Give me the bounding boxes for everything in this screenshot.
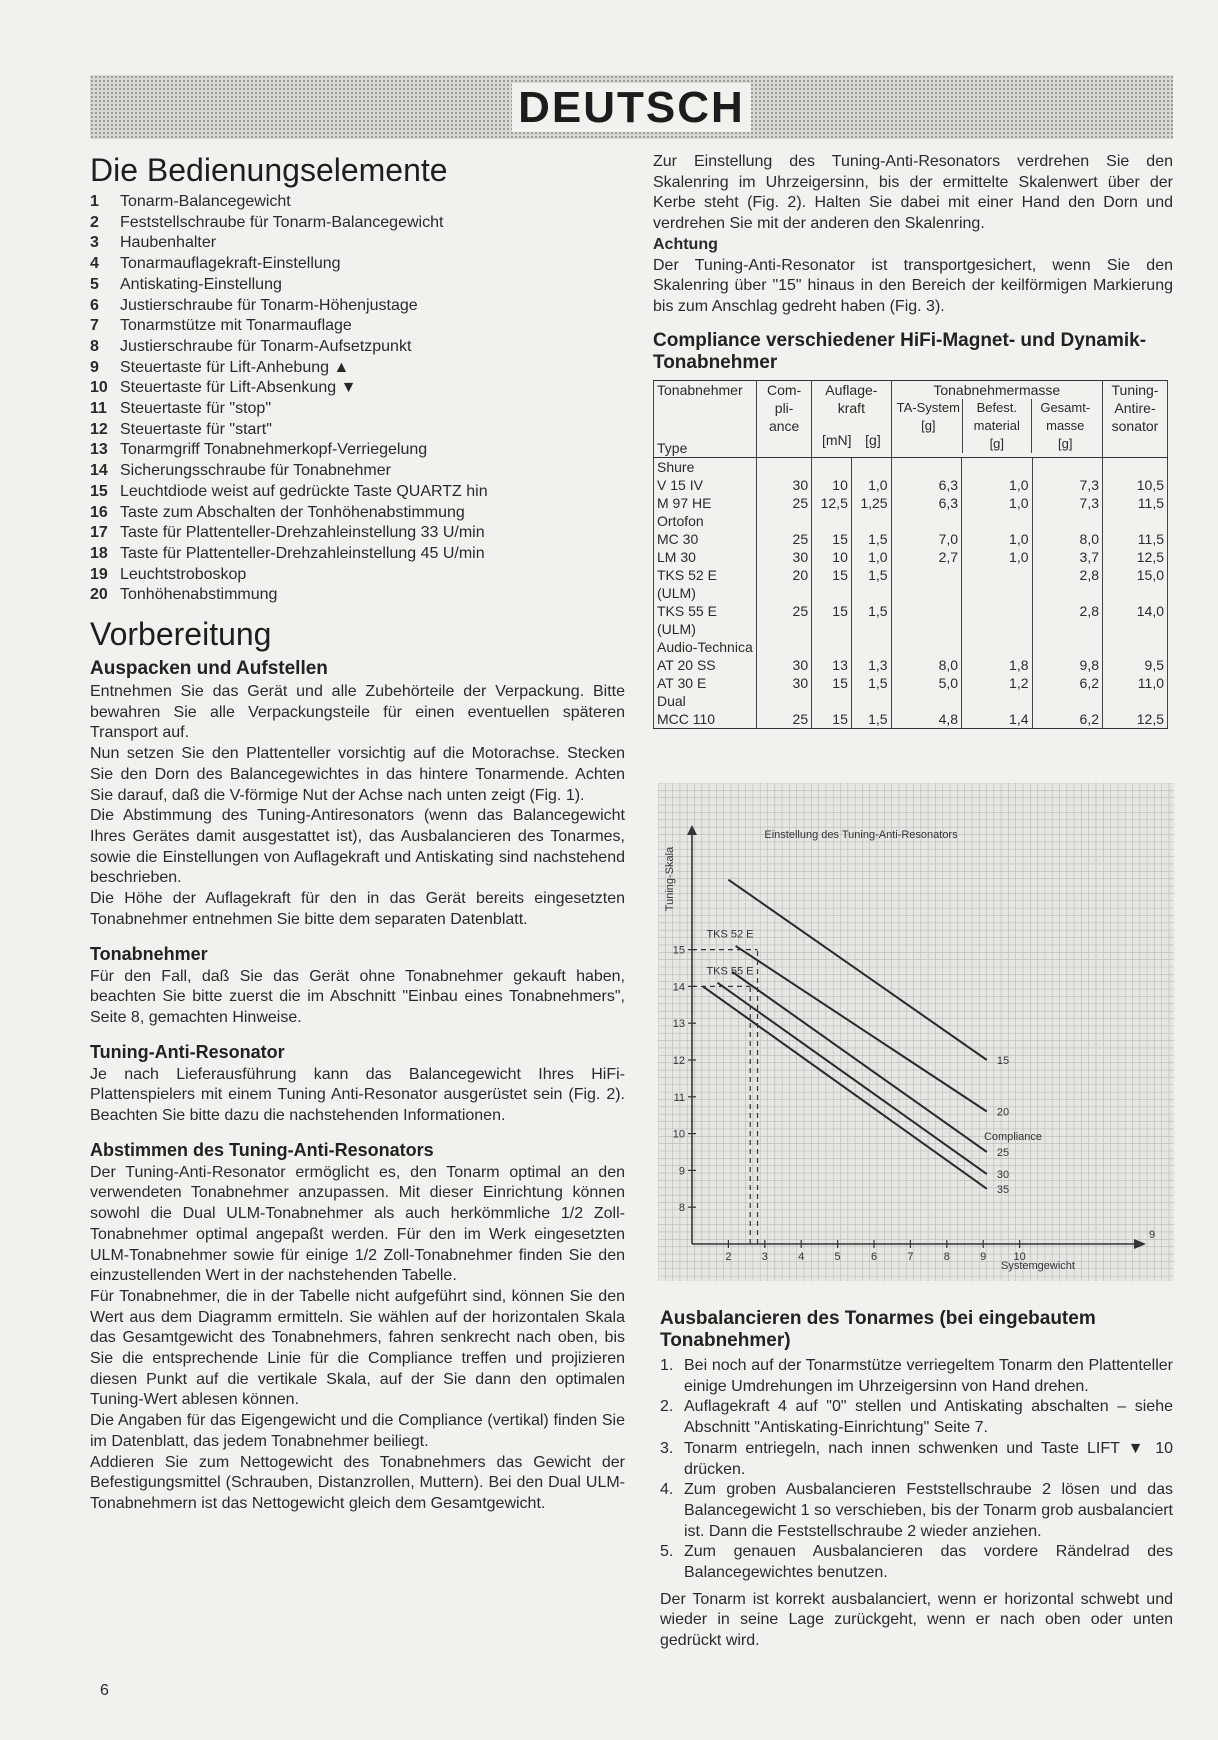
cell-ta: 6,3 <box>891 476 961 494</box>
x-axis-end-label: 9 <box>1148 1229 1156 1241</box>
col-header-tonabnehmer: Tonabnehmer <box>657 381 743 398</box>
control-item <box>90 213 625 234</box>
compliance-series-label: 15 <box>996 1055 1010 1067</box>
control-number: 19 <box>90 565 108 583</box>
cell-ges: 8,0 <box>1032 530 1103 548</box>
subheading-ausbalancieren: Ausbalancieren des Tonarmes (bei eingebautem Tonabnehmer) <box>660 1308 1096 1351</box>
cell-c: 25 <box>757 494 812 512</box>
step-text: Bei noch auf der Tonarmstütze verriegeltem Tonarm den Plattenteller einige Umdrehungen im Uhrzeigersinn von Hand drehen. <box>684 1357 1173 1395</box>
step-number: 4. <box>660 1481 674 1499</box>
cell-ges: 6,2 <box>1032 710 1103 729</box>
table-row <box>654 548 1168 566</box>
control-label: Taste für Plattenteller-Drehzahleinstellung 33 U/min <box>120 524 485 542</box>
cell-ta: 4,8 <box>891 710 961 729</box>
cell-bef: 1,0 <box>962 530 1032 548</box>
paragraph-abstimmen-2: Für Tonabnehmer, die in der Tabelle nicht aufgeführt sind, können Sie den Wert aus dem Diagramm ermitteln. Sie wählen auf der horizontalen Skala das Gesamtgewicht des Tonabnehmers, fahren senkrecht nach oben, bis Sie die entsprechende Linie für die Compliance treffen und projizieren diesen Punkt auf die vertikale Skala, auf der Sie dann den optimalen Tuning-Wert ablesen können. <box>90 1287 625 1409</box>
paragraph-abstimmen-4: Addieren Sie zum Nettogewicht des Tonabnehmers das Gewicht der Befestigungsmittel (Schrauben, Distanzrollen, Muttern). Bei den Dual ULM-Tonabnehmern ist das Nettogewicht gleich dem Gesamtgewicht. <box>90 1453 625 1512</box>
y-tick-label: 8 <box>678 1202 685 1215</box>
paragraph-skalenring: Zur Einstellung des Tuning-Anti-Resonators verdrehen Sie den Skalenring im Uhrzeigersinn, bis der ermittelte Skalenwert über der Kerbe steht (Fig. 2). Halten Sie dabei mit einer Hand den Dorn und verdrehen Sie mit der anderen den Skalenring. <box>653 153 1173 233</box>
control-number: 2 <box>90 213 99 231</box>
unit-g: [g] <box>921 417 936 433</box>
control-number: 18 <box>90 544 108 562</box>
control-number: 11 <box>90 400 107 418</box>
cell-mn: 10 <box>812 548 852 566</box>
cell-g: 1,25 <box>851 494 891 512</box>
cell-c: 20 <box>757 566 812 602</box>
cell-g: 1,5 <box>851 674 891 692</box>
control-item <box>90 544 625 565</box>
language-banner <box>90 75 1173 139</box>
y-tick-label: 9 <box>678 1165 685 1178</box>
control-label: Sicherungsschraube für Tonabnehmer <box>120 462 391 480</box>
step-item <box>660 1480 1173 1542</box>
unit-g: [g] <box>1058 435 1073 451</box>
controls-list <box>90 192 625 606</box>
step-number: 3. <box>660 1439 674 1457</box>
cell-tun: 11,5 <box>1103 494 1168 512</box>
table-brand: Audio-Technica <box>654 638 757 656</box>
cell-type: AT 20 SS <box>654 656 757 674</box>
control-item <box>90 565 625 586</box>
y-tick-label: 14 <box>672 981 685 994</box>
y-tick-label: 12 <box>672 1055 685 1067</box>
x-tick-label: 5 <box>834 1251 841 1263</box>
control-item <box>90 378 625 399</box>
cell-ges: 2,8 <box>1032 602 1103 638</box>
cell-c: 30 <box>757 476 812 494</box>
cell-bef: 1,0 <box>962 548 1032 566</box>
cell-g: 1,3 <box>851 656 891 674</box>
cell-tun: 15,0 <box>1103 566 1168 602</box>
table-group-row <box>654 457 1168 476</box>
cell-ges: 7,3 <box>1032 494 1103 512</box>
annotation-label: TKS 55 E <box>706 965 754 978</box>
cell-type: TKS 52 E (ULM) <box>654 566 757 602</box>
compliance-series-label: 30 <box>996 1169 1010 1182</box>
table-row <box>654 674 1168 692</box>
control-number: 3 <box>90 234 99 252</box>
control-label: Justierschraube für Tonarm-Aufsetzpunkt <box>120 337 412 355</box>
cell-g: 1,5 <box>851 602 891 638</box>
control-label: Taste für Plattenteller-Drehzahleinstellung 45 U/min <box>120 544 485 562</box>
control-label: Tonarmstütze mit Tonarmauflage <box>120 317 352 335</box>
cell-c: 25 <box>757 530 812 548</box>
paragraph-ausbalanciert: Der Tonarm ist korrekt ausbalanciert, wenn er horizontal schwebt und wieder in seine Lage zurückgeht, wenn er nach oben oder unten gedrückt wird. <box>660 1590 1173 1650</box>
col-header-befestigung: Befest. material <box>973 399 1020 433</box>
paragraph-abstimmen-3: Die Angaben für das Eigengewicht und die Compliance (vertikal) finden Sie im Datenblatt, das jedem Tonabnehmer beiliegt. <box>90 1412 625 1450</box>
control-item <box>90 523 625 544</box>
table-group-row <box>654 638 1168 656</box>
cell-type: MC 30 <box>654 530 757 548</box>
cell-type: LM 30 <box>654 548 757 566</box>
table-row <box>654 566 1168 602</box>
chart-title: Einstellung des Tuning-Anti-Resonators <box>764 829 958 841</box>
control-number: 20 <box>90 586 108 604</box>
right-column <box>653 152 1173 729</box>
step-number: 2. <box>660 1398 674 1416</box>
cell-bef: 1,4 <box>962 710 1032 729</box>
control-number: 16 <box>90 503 108 521</box>
cell-c: 25 <box>757 602 812 638</box>
cell-tun: 11,5 <box>1103 530 1168 548</box>
cell-mn: 15 <box>812 710 852 729</box>
paragraph-tonabnehmer: Für den Fall, daß Sie das Gerät ohne Tonabnehmer gekauft haben, beachten Sie bitte zuerst die im Abschnitt "Einbau eines Tonabnehmers", Seite 8, gemachten Hinweise. <box>90 967 625 1026</box>
control-label: Leuchtdiode weist auf gedrückte Taste QUARTZ hin <box>120 482 488 500</box>
control-item <box>90 420 625 441</box>
col-header-compliance: Com-pli-ance <box>767 381 802 434</box>
table-row <box>654 476 1168 494</box>
step-number: 5. <box>660 1543 674 1561</box>
control-label: Leuchtstroboskop <box>120 565 247 583</box>
cell-ta: 5,0 <box>891 674 961 692</box>
cell-tun: 9,5 <box>1103 656 1168 674</box>
cell-tun: 11,0 <box>1103 674 1168 692</box>
cell-bef: 1,0 <box>962 494 1032 512</box>
cell-c: 30 <box>757 656 812 674</box>
cell-g: 1,0 <box>851 548 891 566</box>
cell-c: 30 <box>757 548 812 566</box>
paragraph-auspacken: Entnehmen Sie das Gerät und alle Zubehörteile der Verpackung. Bitte bewahren Sie alle Verpackungsteile für einen eventuellen späteren Transport auf. <box>90 683 625 742</box>
cell-ta: 7,0 <box>891 530 961 548</box>
cell-mn: 15 <box>812 674 852 692</box>
control-number: 5 <box>90 275 99 293</box>
control-number: 15 <box>90 482 108 500</box>
left-column <box>90 152 625 1515</box>
y-tick-label: 11 <box>673 1091 685 1104</box>
cell-ta <box>891 602 961 638</box>
cell-ges: 9,8 <box>1032 656 1103 674</box>
paragraph-tuning-anti-resonator: Je nach Lieferausführung kann das Balancegewicht Ihres HiFi-Plattenspielers mit einem Tuning Anti-Resonator ausgerüstet sein (Fig. 2). Beachten Sie bitte dazu die nachstehenden Informationen. <box>90 1065 625 1125</box>
control-label: Haubenhalter <box>120 234 217 252</box>
control-number: 10 <box>90 379 108 397</box>
control-item <box>90 482 625 503</box>
cell-mn: 15 <box>812 530 852 548</box>
x-tick-label: 9 <box>980 1251 987 1263</box>
control-item <box>90 233 625 254</box>
paragraph-plattenteller: Nun setzen Sie den Plattenteller vorsichtig auf die Motorachse. Stecken Sie den Dorn des Balancegewichtes in das hintere Tonarmende. Achten Sie darauf, daß die V-förmige Nut der Achse nach unten zeigt (Fig. 1). <box>90 745 625 804</box>
x-tick-label: 2 <box>725 1251 732 1263</box>
step-text: Zum groben Ausbalancieren Feststellschraube 2 lösen und das Balancegewicht 1 so verschieben, bis der Tonarm grob ausbalanciert ist. Dann die Feststellschraube 2 wieder anziehen. <box>684 1481 1173 1540</box>
subheading-auspacken: Auspacken und Aufstellen <box>90 658 328 680</box>
col-header-tonabnehmermasse: Tonabnehmermasse <box>933 381 1061 398</box>
y-tick-label: 15 <box>672 944 685 957</box>
control-item <box>90 296 625 317</box>
cell-bef <box>962 566 1032 602</box>
control-number: 12 <box>90 420 108 438</box>
steps-list <box>660 1356 1173 1584</box>
cell-bef <box>962 602 1032 638</box>
cell-ta: 2,7 <box>891 548 961 566</box>
cell-ges: 6,2 <box>1032 674 1103 692</box>
cell-bef: 1,2 <box>962 674 1032 692</box>
cell-type: AT 30 E <box>654 674 757 692</box>
control-item <box>90 461 625 482</box>
table-row <box>654 494 1168 512</box>
cell-g: 1,0 <box>851 476 891 494</box>
subheading-tuning-anti-resonator: Tuning-Anti-Resonator <box>90 1041 285 1062</box>
step-text: Zum genauen Ausbalancieren das vordere Rändelrad des Balancegewichtes benutzen. <box>684 1543 1173 1582</box>
cell-type: V 15 IV <box>654 476 757 494</box>
control-label: Steuertaste für "start" <box>120 420 272 438</box>
table-brand: Ortofon <box>654 512 757 530</box>
control-item <box>90 585 625 606</box>
cell-ta: 6,3 <box>891 494 961 512</box>
table-brand: Dual <box>654 692 757 710</box>
x-tick-label: 3 <box>761 1251 768 1263</box>
cell-ges: 2,8 <box>1032 566 1103 602</box>
cell-tun: 12,5 <box>1103 710 1168 729</box>
step-item <box>660 1397 1173 1438</box>
section-heading-vorbereitung: Vorbereitung <box>90 616 272 653</box>
unit-g: [g] <box>989 435 1005 451</box>
paragraph-achtung: Der Tuning-Anti-Resonator ist transportgesichert, wenn Sie den Skalenring über "15" hinaus in den Bereich der keilförmigen Markierung bis zum Anschlag gedreht haben (Fig. 3). <box>653 256 1173 315</box>
controls-heading: Die Bedienungselemente <box>90 152 448 188</box>
control-item <box>90 316 625 337</box>
tuning-chart <box>658 783 1174 1281</box>
banner-title: DEUTSCH <box>512 83 751 132</box>
step-item <box>660 1356 1173 1397</box>
x-tick-label: 6 <box>870 1251 878 1263</box>
table-row <box>654 710 1168 729</box>
cell-g: 1,5 <box>851 530 891 548</box>
step-text: Auflagekraft 4 auf "0" stellen und Antiskating abschalten – siehe Abschnitt "Antiskating-Einrichtung" Seite 7. <box>684 1398 1173 1437</box>
control-number: 8 <box>90 337 99 355</box>
cell-g: 1,5 <box>851 566 891 602</box>
cell-mn: 13 <box>812 656 852 674</box>
control-item <box>90 254 625 275</box>
x-axis-label: Systemgewicht <box>1001 1260 1075 1272</box>
control-item <box>90 275 625 296</box>
y-axis-label: Tuning-Skala <box>664 846 676 912</box>
control-number: 17 <box>90 524 108 542</box>
col-header-tuning: Tuning-Antire-sonator <box>1111 381 1159 434</box>
control-item <box>90 440 625 461</box>
control-number: 13 <box>90 441 108 459</box>
control-label: Tonarmgriff Tonabnehmerkopf-Verriegelung <box>120 441 428 459</box>
step-item <box>660 1542 1173 1583</box>
paragraph-abstimmung: Die Abstimmung des Tuning-Antiresonators (wenn das Balancegewicht Ihres Gerätes damit ausgestattet ist), das Ausbalancieren des Tonarmes, sowie die Einstellungen von Auflagekraft und Antiskating sind nachstehend beschrieben. <box>90 807 625 887</box>
cell-mn: 10 <box>812 476 852 494</box>
cell-ta <box>891 566 961 602</box>
cell-tun: 10,5 <box>1103 476 1168 494</box>
cell-bef: 1,8 <box>962 656 1032 674</box>
control-number: 9 <box>90 358 99 376</box>
table-brand: Shure <box>654 457 757 476</box>
col-header-gesamtmasse: Gesamt-masse <box>1040 399 1091 433</box>
col-header-ta-system: TA-System <box>896 399 960 415</box>
annotation-label: TKS 52 E <box>706 928 754 941</box>
cell-ges: 3,7 <box>1032 548 1103 566</box>
subheading-tonabnehmer: Tonabnehmer <box>90 943 208 964</box>
unit-mn: [mN] <box>821 431 852 448</box>
table-row <box>654 602 1168 638</box>
control-label: Steuertaste für Lift-Absenkung ▼ <box>120 379 357 397</box>
control-label: Steuertaste für Lift-Anhebung ▲ <box>120 358 350 376</box>
cell-mn: 15 <box>812 602 852 638</box>
col-header-auflagekraft: Auflage-kraft <box>825 381 878 416</box>
x-tick-label: 10 <box>1013 1251 1026 1263</box>
unit-g: [g] <box>865 431 881 448</box>
control-label: Taste zum Abschalten der Tonhöhenabstimmung <box>120 503 465 521</box>
control-number: 4 <box>90 255 99 273</box>
compliance-series-label: 20 <box>996 1106 1010 1119</box>
cell-ges: 7,3 <box>1032 476 1103 494</box>
cell-tun: 12,5 <box>1103 548 1168 566</box>
cell-type: MCC 110 <box>654 710 757 729</box>
cell-type: TKS 55 E (ULM) <box>654 602 757 638</box>
control-label: Justierschraube für Tonarm-Höhenjustage <box>120 296 418 314</box>
control-number: 1 <box>90 193 99 210</box>
table-group-row <box>654 692 1168 710</box>
step-item <box>660 1439 1173 1480</box>
x-tick-label: 8 <box>943 1251 950 1263</box>
achtung-heading: Achtung <box>653 235 718 253</box>
control-label: Steuertaste für "stop" <box>120 400 271 418</box>
control-number: 7 <box>90 317 99 335</box>
y-tick-label: 10 <box>672 1128 685 1141</box>
subheading-abstimmen: Abstimmen des Tuning-Anti-Resonators <box>90 1139 434 1160</box>
control-item <box>90 399 625 420</box>
table-row <box>654 530 1168 548</box>
control-label: Antiskating-Einstellung <box>120 275 282 293</box>
col-header-type: Type <box>657 439 688 456</box>
cell-ta: 8,0 <box>891 656 961 674</box>
control-item <box>90 503 625 524</box>
cell-mn: 12,5 <box>812 494 852 512</box>
table-title: Compliance verschiedener HiFi-Magnet- und Dynamik-Tonabnehmer <box>653 329 1147 373</box>
chart-background <box>658 783 1174 1281</box>
x-tick-label: 7 <box>907 1251 914 1263</box>
x-tick-label: 4 <box>798 1251 805 1263</box>
y-tick-label: 13 <box>672 1018 685 1031</box>
cell-tun: 14,0 <box>1103 602 1168 638</box>
table-group-row <box>654 512 1168 530</box>
table-row <box>654 656 1168 674</box>
step-number: 1. <box>660 1357 674 1374</box>
cell-mn: 15 <box>812 566 852 602</box>
compliance-series-label: 35 <box>996 1183 1010 1196</box>
compliance-label: Compliance <box>983 1131 1043 1143</box>
control-number: 6 <box>90 296 99 314</box>
control-item <box>90 358 625 379</box>
cell-g: 1,5 <box>851 710 891 729</box>
cell-c: 30 <box>757 674 812 692</box>
step-text: Tonarm entriegeln, nach innen schwenken und Taste LIFT ▼ 10 drücken. <box>684 1439 1173 1478</box>
cell-bef: 1,0 <box>962 476 1032 494</box>
cell-c: 25 <box>757 710 812 729</box>
compliance-table <box>653 380 1168 729</box>
control-label: Feststellschraube für Tonarm-Balancegewicht <box>120 213 444 231</box>
compliance-series-label: 25 <box>996 1147 1010 1159</box>
control-item <box>90 337 625 358</box>
control-label: Tonarm-Balancegewicht <box>120 193 291 210</box>
paragraph-abstimmen-1: Der Tuning-Anti-Resonator ermöglicht es, den Tonarm optimal an den verwendeten Tonabnehmer anzupassen. Mit dieser Einrichtung können sowohl die Dual ULM-Tonabnehmer als auch herkömmliche 1/2 Zoll-Tonabnehmer optimal angepaßt werden. Für den im Werk eingesetzten ULM-Tonabnehmer sowie für einige 1/2 Zoll-Tonabnehmer finden Sie den einzustellenden Wert in der nachstehenden Tabelle. <box>90 1163 625 1285</box>
control-number: 14 <box>90 462 108 480</box>
control-item <box>90 192 625 213</box>
page-number: 6 <box>100 1682 109 1699</box>
ausbalancieren-section <box>660 1302 1173 1652</box>
paragraph-auflagekraft: Die Höhe der Auflagekraft für den in das Gerät bereits eingesetzten Tonabnehmer entnehmen Sie bitte dem separaten Datenblatt. <box>90 890 625 928</box>
control-label: Tonarmauflagekraft-Einstellung <box>120 255 341 273</box>
control-label: Tonhöhenabstimmung <box>120 586 278 604</box>
cell-type: M 97 HE <box>654 494 757 512</box>
